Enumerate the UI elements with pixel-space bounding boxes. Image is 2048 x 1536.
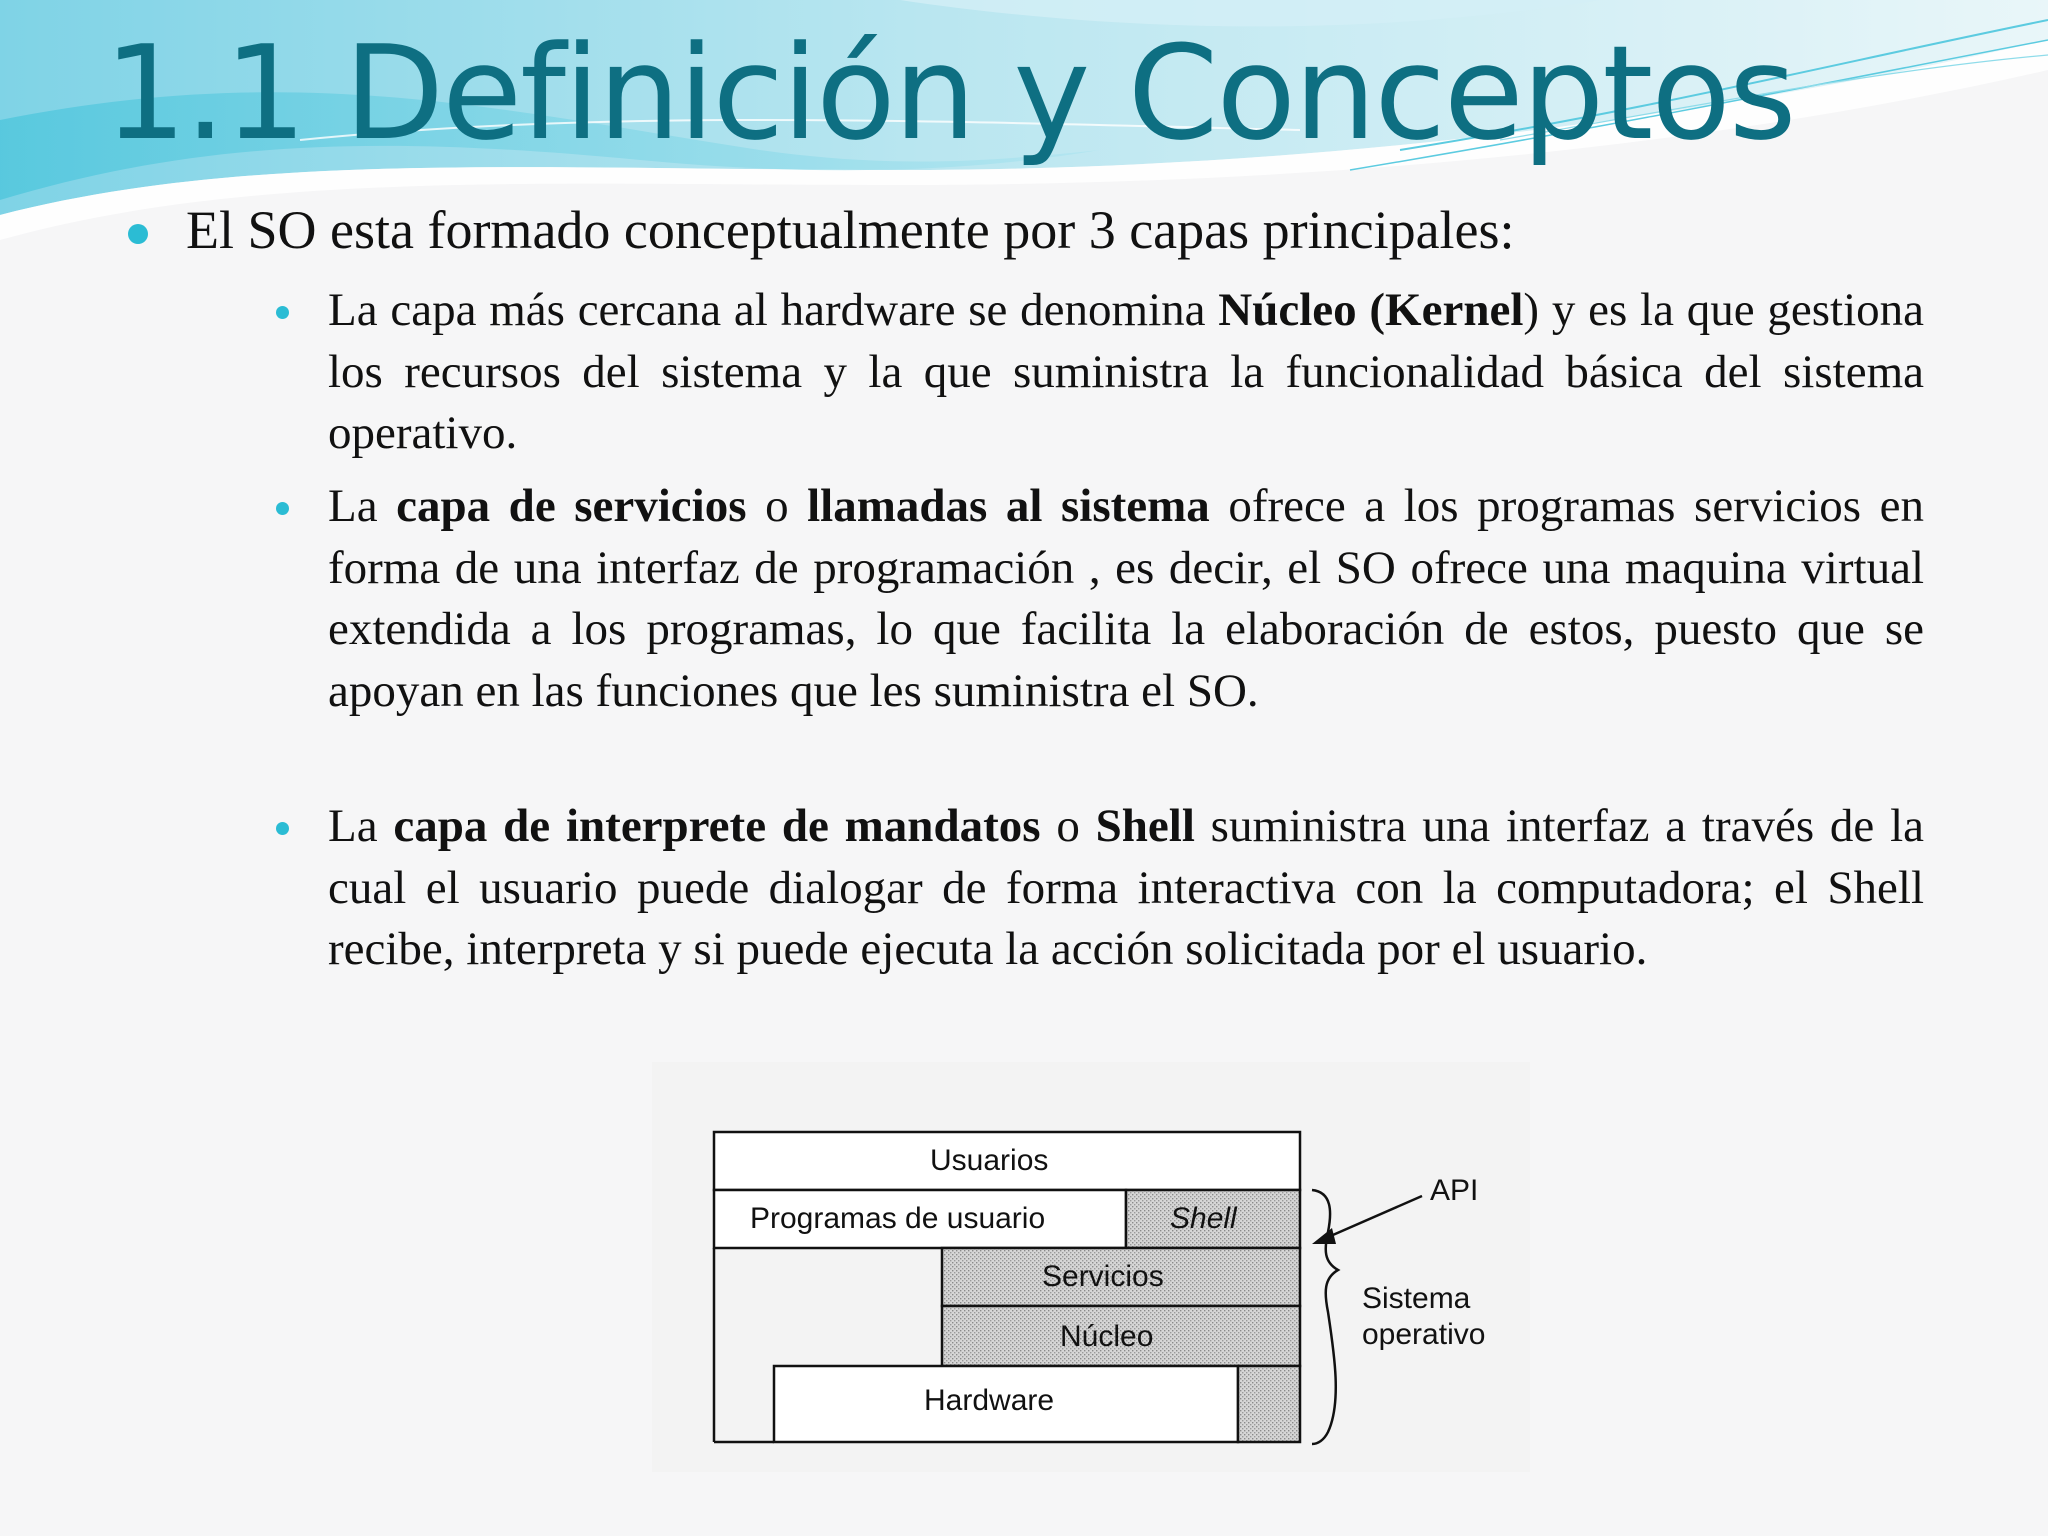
bullet-text: suministra una interfaz a través de la cual el usuario puede dialogar de forma interactiva con la computadora; el Shell recibe, interpreta y si puede ejecuta la acción solicitada por el usuario.: [328, 800, 1925, 975]
servicios-label: Servicios: [1042, 1260, 1164, 1293]
usuarios-label: Usuarios: [930, 1144, 1049, 1177]
bullet-text: La: [328, 800, 394, 852]
nucleo-extension: [1238, 1366, 1300, 1442]
bullet-text: La capa más cercana al hardware se denomina: [328, 284, 1219, 336]
api-label: API: [1430, 1174, 1479, 1207]
bullet-text: o: [1040, 800, 1096, 852]
bullet-bold-text: Núcleo (Kernel: [1218, 284, 1524, 336]
intro-bullet: El SO esta formado conceptualmente por 3 capas principales:: [186, 200, 1515, 260]
programas-label: Programas de usuario: [750, 1202, 1046, 1235]
bullet-text: ) y es la que gestiona los recursos del sistema y la que suministra la funcionalidad básica del sistema operativo.: [328, 284, 1924, 459]
hardware-label: Hardware: [924, 1384, 1055, 1417]
os-layers-diagram: [652, 1062, 1530, 1472]
layer-bullet-services: [328, 476, 1924, 722]
bullet-text: La: [328, 480, 397, 532]
bullet-dot: [276, 502, 289, 515]
bullet-dot: [276, 822, 289, 835]
bullet-bold-text: llamadas al sistema: [807, 480, 1210, 532]
layer-bullet-shell: [328, 796, 1924, 981]
nucleo-label: Núcleo: [1060, 1320, 1154, 1353]
layer-bullet-kernel: [328, 280, 1924, 465]
api-arrow: [1326, 1196, 1422, 1238]
bullet-text: ofrece a los programas servicios en forma de una interfaz de programación , es decir, el SO ofrece una maquina virtual extendida a los programas, lo que facilita la elaboración de estos, puesto que se apoyan en las funciones que les suministra el SO.: [328, 480, 1925, 717]
bullet-text: o: [746, 480, 808, 532]
system-brace: [1312, 1190, 1338, 1444]
bullet-dot: [276, 306, 289, 319]
sistema-label: Sistema: [1362, 1282, 1471, 1315]
bullet-dot: [128, 224, 148, 244]
slide-title: 1.1 Definición y Conceptos: [104, 17, 1795, 169]
shell-label: Shell: [1170, 1202, 1237, 1235]
bullet-bold-text: Shell: [1095, 800, 1195, 852]
bullet-bold-text: capa de interprete de mandatos: [393, 800, 1041, 852]
operativo-label: operativo: [1362, 1318, 1486, 1351]
bullet-bold-text: capa de servicios: [396, 480, 747, 532]
